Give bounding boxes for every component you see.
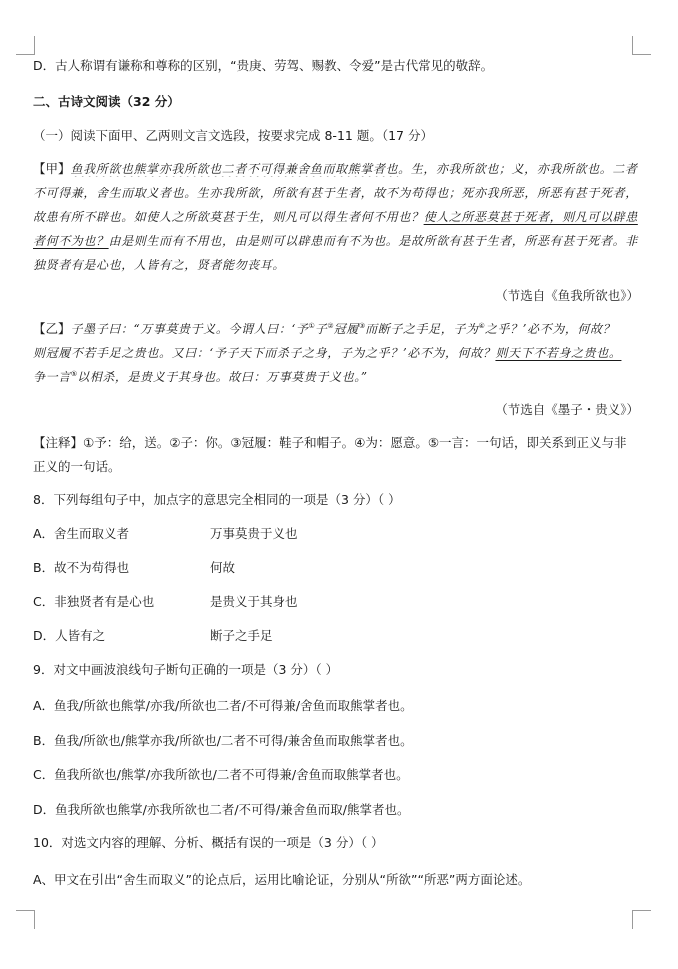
q8-option-a (33, 526, 639, 542)
yi-l2-a: 则冠履不若手足之贵也。又曰：‘予子天下而杀子之身，子为之乎？’必不为，何故？ (33, 346, 496, 360)
crop-mark-top-right (632, 36, 651, 55)
passage-yi-line-3 (33, 369, 639, 385)
q9-option-d: D．鱼我所欲也熊掌/亦我所欲也二者/不可得/兼舍鱼而取/熊掌者也。 (33, 802, 410, 817)
footnote-3: ③ (358, 321, 366, 330)
passage-yi-line-1 (33, 321, 639, 337)
footnote-2: ② (327, 321, 334, 330)
q8-option-b (33, 560, 639, 576)
wavy-sentence: 鱼我所欲也熊掌亦我所欲也二者不可得兼舍鱼而取熊掌者也 (70, 162, 399, 176)
yi-l1-a: 子墨子曰：“万事莫贵于义。今谓人曰：‘予 (70, 322, 309, 336)
yi-l1-e: 之乎？’必不为，何故？ (484, 322, 616, 336)
yi-l1-c: 冠履 (333, 322, 359, 336)
yi-l3-a: 争一言 (33, 370, 71, 384)
footnote-1: ① (308, 321, 315, 330)
passage-yi-label: 【乙】 (33, 321, 71, 336)
q8-d-right: 断子之手足 (210, 628, 273, 643)
crop-mark-bottom-left (16, 910, 35, 929)
q9-option-c: C．鱼我所欲也/熊掌/亦我所欲也/二者不可得兼/舍鱼而取熊掌者也。 (33, 767, 409, 782)
q9-option-b: B．鱼我/所欲也/熊掌亦我/所欲也/二者不可得/兼舍鱼而取熊掌者也。 (33, 733, 413, 748)
passage-jia-line-2: 不可得兼，舍生而取义者也。生亦我所欲，所欲有甚于生者，故不为苟得也；死亦我所恶，所恶有甚于死者， (33, 186, 638, 200)
question-10: 10．对选文内容的理解、分析、概括有误的一项是（3 分）（ ） (33, 835, 384, 850)
jia-l3-a: 故患有所不辟也。如使人之所欲莫甚于生，则凡可以得生者何不用也？ (33, 210, 424, 224)
jia-l1-rest: 。生，亦我所欲也；义，亦我所欲也。二者 (398, 162, 638, 176)
passage-jia-source: （节选自《鱼我所欲也》） (495, 288, 639, 303)
part-intro: （一）阅读下面甲、乙两则文言文选段，按要求完成 8-11 题。（17 分） (33, 128, 433, 143)
q8-b-left: B．故不为苟得也 (33, 560, 130, 575)
question-8: 8．下列每组句子中，加点字的意思完全相同的一项是（3 分）（ ） (33, 492, 401, 507)
crop-mark-top-left (16, 36, 35, 55)
passage-jia-line-5: 独贤者有是心也，人皆有之，贤者能勿丧耳。 (33, 258, 286, 272)
passage-jia-line-1 (33, 161, 639, 177)
yi-l1-d: 而断子之手足，子为 (365, 322, 479, 336)
q8-a-right: 万事莫贵于义也 (210, 526, 298, 541)
notes-line-2: 正义的一句话。 (33, 459, 121, 474)
q8-option-c (33, 594, 639, 610)
q8-c-right: 是贵义于其身也 (210, 594, 298, 609)
question-9: 9．对文中画波浪线句子断句正确的一项是（3 分）（ ） (33, 662, 339, 677)
q8-a-left: A．舍生而取义者 (33, 526, 130, 541)
underlined-sentence-jia-2: 者何不为也？ (33, 234, 109, 248)
notes-line-1: 【注释】①予：给，送。②子：你。③冠履：鞋子和帽子。④为：愿意。⑤一言：一句话，即关系到正义与非 (33, 435, 627, 450)
footnote-4: ④ (478, 321, 485, 330)
option-7d: D．古人称谓有谦称和尊称的区别，“贵庚、劳驾、赐教、令爱”是古代常见的敬辞。 (33, 58, 494, 73)
crop-mark-bottom-right (632, 910, 651, 929)
underlined-sentence-jia-1: 使人之所恶莫甚于死者，则凡可以辟患 (423, 210, 638, 224)
q8-b-right: 何故 (210, 560, 236, 575)
passage-jia-label: 【甲】 (33, 161, 71, 176)
passage-jia-line-4 (33, 233, 639, 249)
yi-l3-b: 以相杀，是贵义于其身也。故曰：万事莫贵于义也。” (77, 370, 368, 384)
section-title: 二、古诗文阅读（32 分） (33, 94, 180, 109)
q8-option-d (33, 628, 639, 644)
passage-yi-line-2 (33, 345, 639, 361)
q10-option-a: A、甲文在引出“舍生而取义”的论点后，运用比喻论证，分别从“所欲”“所恶”两方面论述。 (33, 872, 531, 887)
passage-jia-line-3 (33, 209, 639, 225)
passage-yi-source: （节选自《墨子・贵义》） (495, 402, 639, 417)
jia-l4-b: 由是则生而有不用也，由是则可以辟患而有不为也。是故所欲有甚于生者，所恶有甚于死者。非 (108, 234, 638, 248)
q8-d-left: D．人皆有之 (33, 628, 106, 643)
yi-l1-b: 子 (314, 322, 328, 336)
q9-option-a: A．鱼我/所欲也熊掌/亦我/所欲也二者/不可得兼/舍鱼而取熊掌者也。 (33, 698, 413, 713)
q8-c-left: C．非独贤者有是心也 (33, 594, 155, 609)
underlined-sentence-yi: 则天下不若身之贵也。 (495, 346, 622, 360)
footnote-5: ⑤ (70, 369, 78, 378)
